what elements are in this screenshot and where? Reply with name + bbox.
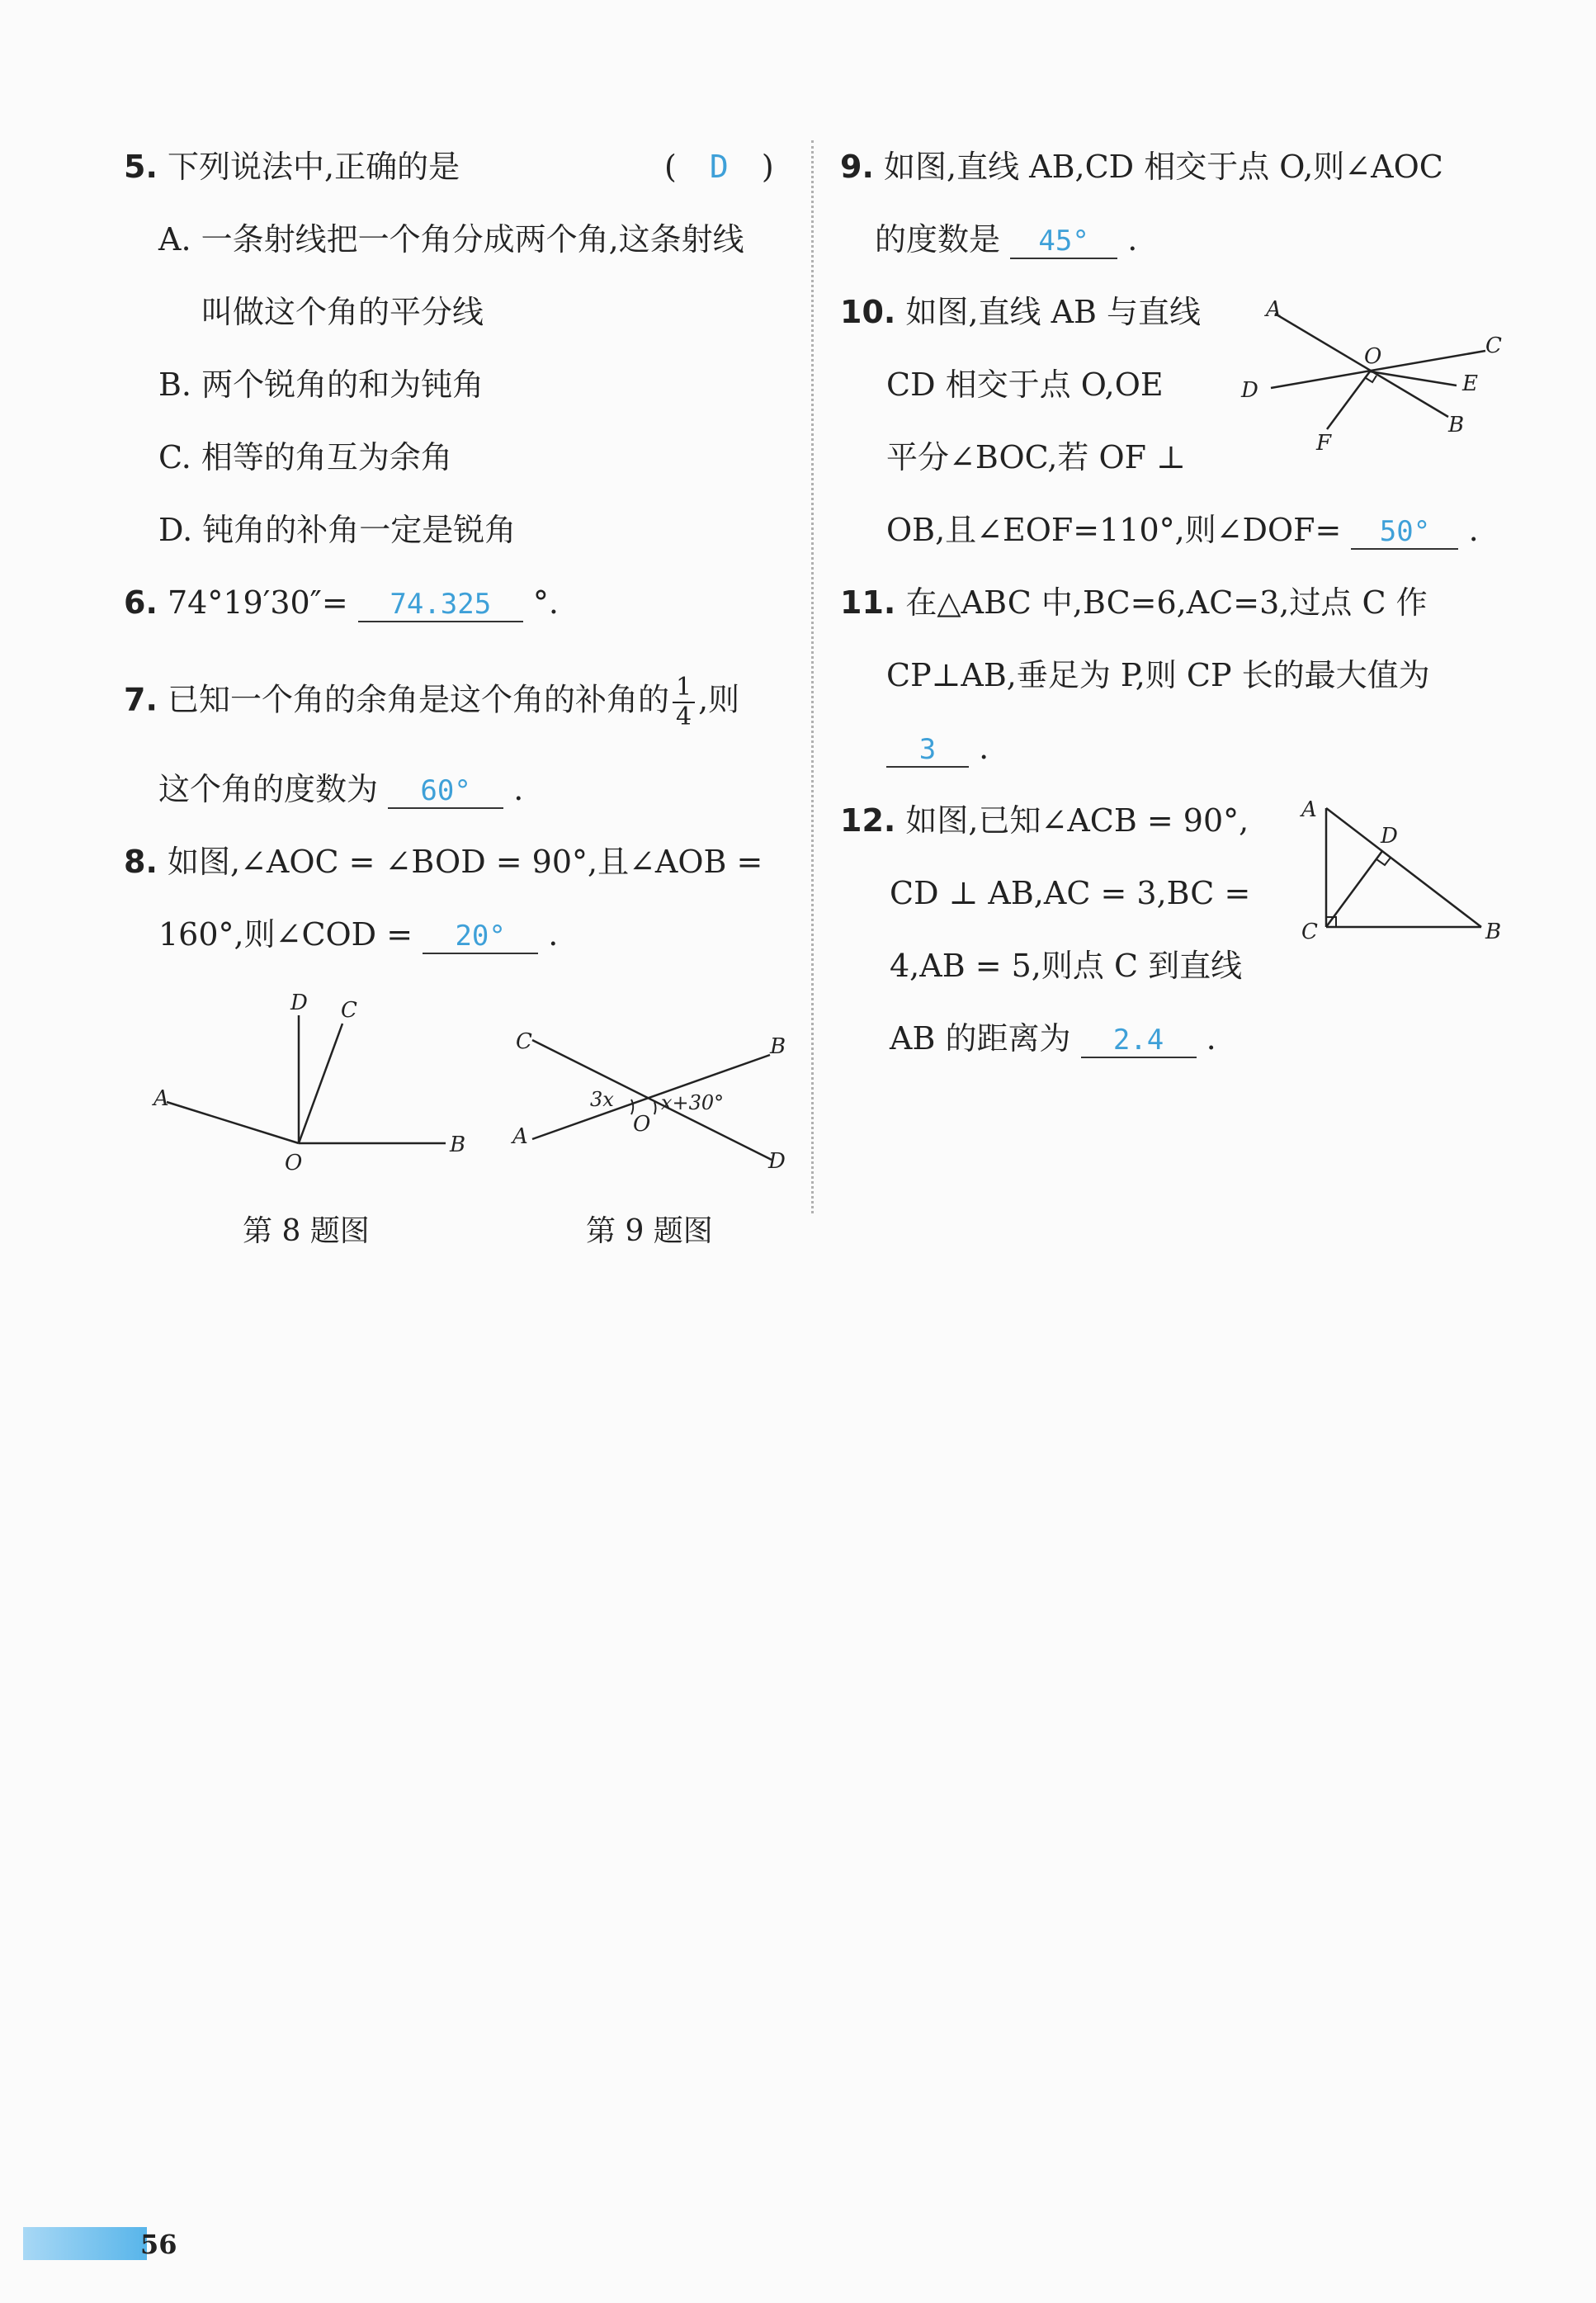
q5-option-d: D. 钝角的补角一定是锐角 (158, 512, 517, 548)
angle-label-left: 3x (590, 1088, 614, 1111)
page-number: 56 (140, 2229, 177, 2260)
question-text: AB 的距离为 (890, 1020, 1071, 1057)
figure-10 (1238, 293, 1518, 458)
question-11-line2: CP⊥AB,垂足为 P,则 CP 长的最大值为 (886, 657, 1430, 693)
question-7-line2 (158, 769, 523, 809)
question-number: 8. (124, 844, 158, 880)
question-10 (840, 292, 1201, 332)
suffix: . (979, 730, 989, 766)
q5-option-c: C. 相等的角互为余角 (158, 439, 452, 475)
question-12-line3: 4,AB = 5,则点 C 到直线 (890, 948, 1243, 984)
paren-close: ) (761, 149, 774, 185)
question-text: 如图,直线 AB 与直线 (905, 294, 1202, 330)
question-10-line3: 平分∠BOC,若 OF ⊥ (886, 439, 1186, 475)
question-number: 10. (840, 294, 896, 330)
q5-answer-bracket (664, 147, 774, 187)
question-10-line4 (886, 510, 1479, 550)
question-text: 的度数是 (875, 221, 1001, 258)
question-12 (840, 801, 1249, 840)
question-number: 11. (840, 584, 896, 621)
question-text: 已知一个角的余角是这个角的补角的 (167, 681, 669, 718)
question-number: 6. (124, 584, 158, 621)
label-b: B (770, 1034, 786, 1059)
q5-option-b: B. 两个锐角的和为钝角 (158, 366, 484, 403)
figure-9 (508, 1024, 805, 1180)
suffix: . (513, 771, 524, 807)
label-c: C (1485, 333, 1502, 358)
q9-answer: 45° (1010, 225, 1117, 259)
q10-answer: 50° (1351, 515, 1458, 550)
q5-option-a: A. 一条射线把一个角分成两个角,这条射线 (158, 221, 744, 258)
question-number: 5. (124, 149, 158, 185)
q8-answer: 20° (423, 920, 538, 954)
question-text: 下列说法中,正确的是 (167, 149, 460, 185)
page-number-bar (23, 2227, 147, 2260)
fraction: $\frac{1}{4}$ (673, 674, 695, 731)
label-b: B (450, 1133, 466, 1157)
question-text: 160°,则∠COD = (158, 916, 413, 953)
question-text: 在△ABC 中,BC=6,AC=3,过点 C 作 (905, 584, 1428, 621)
label-c: C (516, 1029, 532, 1054)
label-d: D (768, 1149, 786, 1174)
question-text: 如图,已知∠ACB = 90°, (905, 802, 1249, 839)
question-text: 这个角的度数为 (158, 771, 379, 807)
q12-answer: 2.4 (1081, 1024, 1197, 1058)
label-d: D (1241, 378, 1258, 403)
label-a: A (153, 1086, 169, 1111)
suffix: . (1206, 1020, 1216, 1057)
q5-option-a-cont: 叫做这个角的平分线 (201, 294, 484, 330)
label-d: D (290, 991, 308, 1015)
question-6 (124, 583, 559, 622)
question-12-line2: CD ⊥ AB,AC = 3,BC = (890, 875, 1251, 911)
figure-8-caption: 第 8 题图 (243, 1214, 370, 1248)
suffix: . (1468, 512, 1479, 548)
label-a: A (1301, 797, 1317, 822)
question-9-line2 (875, 220, 1137, 259)
paren-open: ( (664, 149, 677, 185)
q11-answer: 3 (886, 733, 969, 768)
q6-answer: 74.325 (358, 588, 523, 622)
label-a: A (1266, 297, 1282, 322)
question-5 (124, 147, 460, 187)
question-8 (124, 842, 763, 882)
question-12-line4 (890, 1019, 1216, 1058)
label-f: F (1316, 431, 1332, 456)
angle-label-right: x+30° (661, 1091, 725, 1114)
question-text: 74°19′30″= (167, 584, 348, 621)
figure-12 (1291, 797, 1514, 953)
label-o: O (1364, 344, 1382, 369)
column-divider (811, 140, 814, 1213)
question-text: OB,且∠EOF=110°,则∠DOF= (886, 512, 1342, 548)
question-7: 7. 已知一个角的余角是这个角的补角的 $\frac{1}{4}$ ,则 (124, 673, 740, 731)
question-10-line2: CD 相交于点 O,OE (886, 366, 1164, 403)
question-9 (840, 147, 1443, 187)
figure-8 (149, 986, 479, 1185)
question-number: 7. (124, 681, 158, 718)
question-8-line2 (158, 915, 558, 954)
question-number: 9. (840, 149, 874, 185)
suffix: . (1127, 221, 1138, 258)
label-b: B (1485, 920, 1502, 944)
question-text: 如图,∠AOC = ∠BOD = 90°,且∠AOB = (167, 844, 763, 880)
label-a: A (512, 1124, 528, 1149)
suffix: °. (532, 584, 559, 621)
label-e: E (1462, 371, 1478, 396)
q5-answer: D (709, 149, 729, 185)
figure-9-caption: 第 9 题图 (586, 1214, 713, 1248)
label-d: D (1381, 824, 1398, 849)
q7-answer: 60° (388, 774, 503, 809)
label-o: O (633, 1112, 651, 1137)
question-text: 如图,直线 AB,CD 相交于点 O,则∠AOC (883, 149, 1443, 185)
label-c: C (1301, 920, 1318, 944)
suffix: . (548, 916, 559, 953)
question-11 (840, 583, 1428, 622)
label-b: B (1448, 413, 1465, 437)
label-o: O (285, 1151, 303, 1175)
label-c: C (341, 998, 357, 1023)
question-number: 12. (840, 802, 896, 839)
question-11-line3 (886, 728, 989, 768)
